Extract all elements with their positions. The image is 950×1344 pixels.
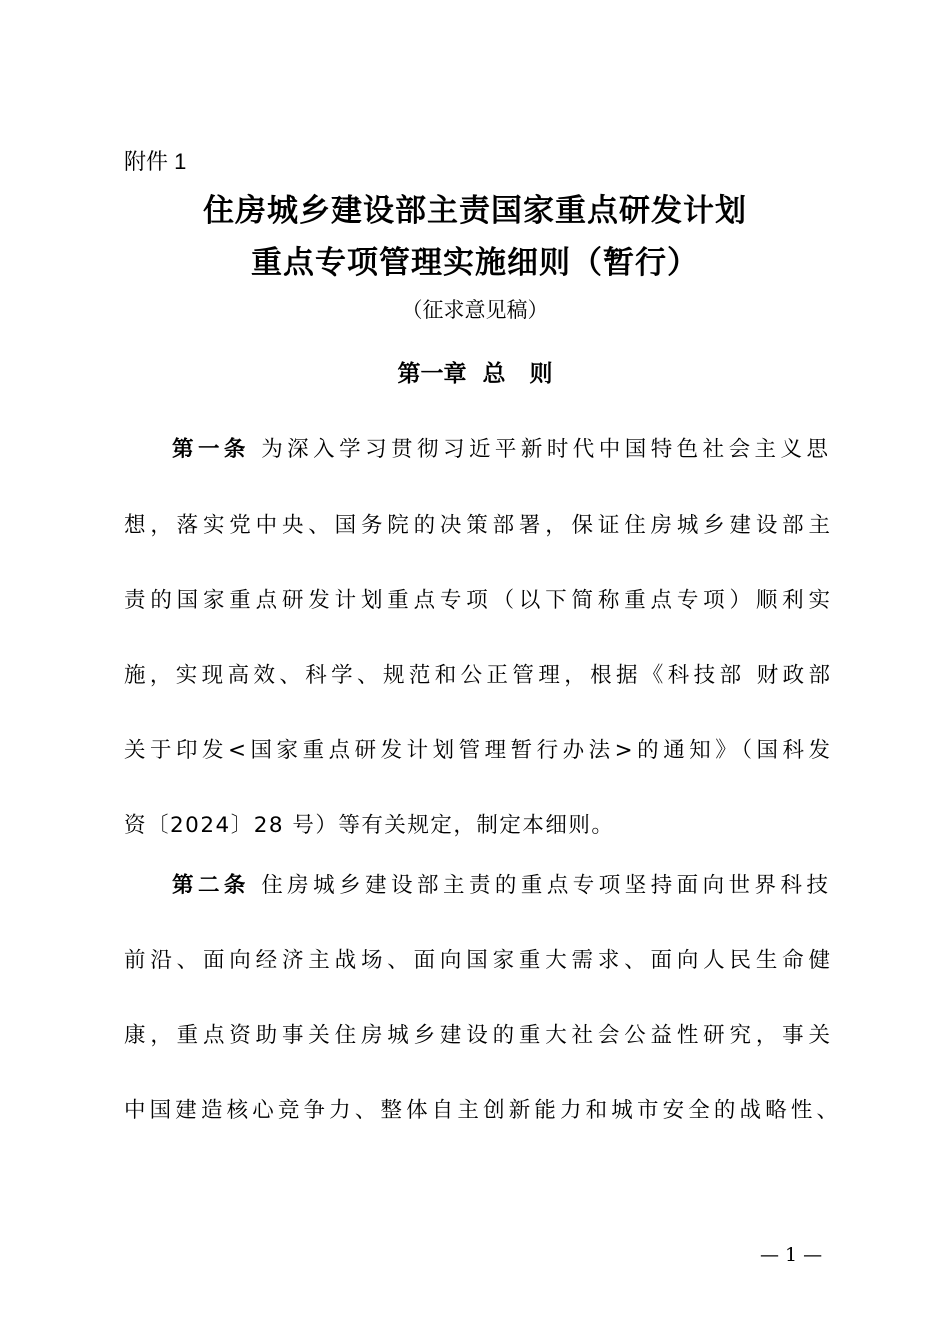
document-title-line-2: 重点专项管理实施细则（暂行） (251, 245, 699, 281)
article-1-line-6: 资〔2024〕28 号）等有关规定，制定本细则。 (124, 813, 615, 838)
document-title-line-1: 住房城乡建设部主责国家重点研发计划 (203, 193, 747, 229)
article-2-line-1 (172, 869, 828, 903)
article-1-line-1 (172, 433, 828, 467)
article-1-line-5: 关于印发<国家重点研发计划管理暂行办法>的通知》（国科发 (124, 738, 830, 763)
article-2-line-3: 康，重点资助事关住房城乡建设的重大社会公益性研究，事关 (124, 1023, 830, 1048)
article-2-text: 住房城乡建设部主责的重点专项坚持面向世界科技 (261, 873, 828, 898)
article-1-line-3: 责的国家重点研发计划重点专项（以下简称重点专项）顺利实 (124, 588, 830, 613)
page-number: — 1 — (760, 1244, 823, 1266)
draft-subtitle: （征求意见稿） (401, 298, 549, 322)
article-1-line-2: 想，落实党中央、国务院的决策部署，保证住房城乡建设部主 (124, 513, 830, 538)
article-2-line-2: 前沿、面向经济主战场、面向国家重大需求、面向人民生命健 (124, 948, 830, 973)
article-1-text: 为深入学习贯彻习近平新时代中国特色社会主义思 (261, 437, 828, 462)
article-2-line-4: 中国建造核心竞争力、整体自主创新能力和城市安全的战略性、 (124, 1098, 838, 1123)
article-2-label: 第二条 (172, 873, 250, 898)
article-1-line-4: 施，实现高效、科学、规范和公正管理，根据《科技部 财政部 (124, 663, 830, 688)
chapter-heading: 第一章 总 则 (397, 361, 553, 387)
article-1-label: 第一条 (172, 437, 250, 462)
attachment-label: 附件 1 (124, 149, 187, 174)
